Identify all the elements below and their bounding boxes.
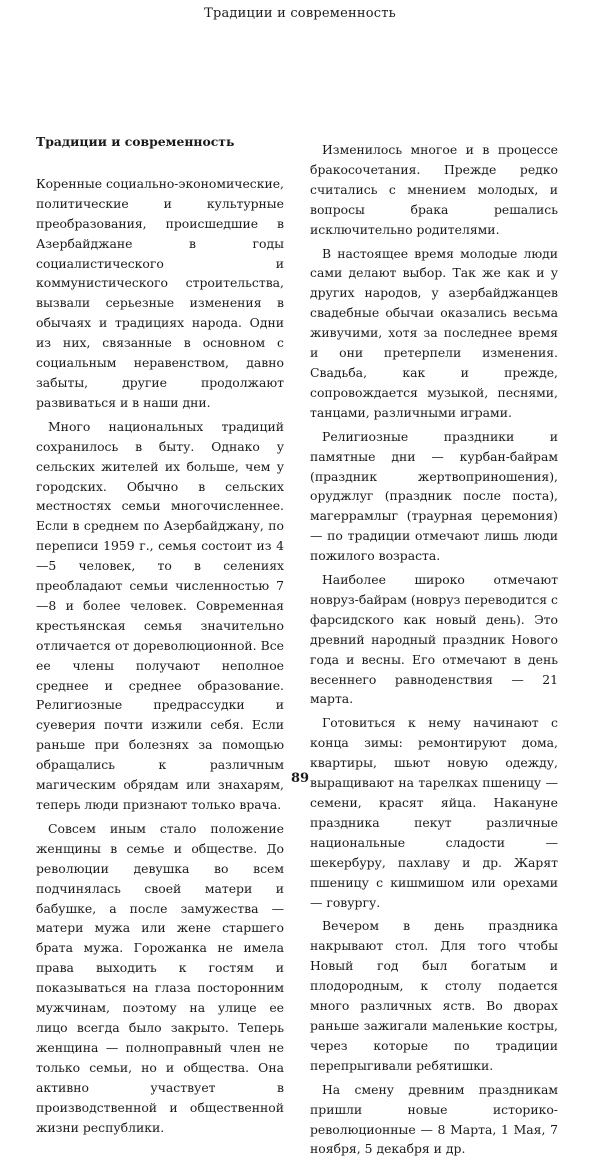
paragraph: Вечером в день праздника накрывают стол. Для того чтобы Новый год был богатым и плодородным, к столу подается много различных яств. Во дворах раньше зажигали маленькие костры, через которые по традиции перепрыгивали ребятишки. [310,918,558,1073]
paragraph: Изменилось многое и в процессе бракосочетания. Прежде редко считались с мнением молодых, и вопросы брака решались исключительно родителями. [310,142,558,237]
right-column [310,140,558,1163]
paragraph: Совсем иным стало положение женщины в семье и обществе. До революции девушка во всем подчинялась своей матери и бабушке, а после замужества — матери мужа или жене старшего брата мужа. Горожанка не имела права выходить к гостям и показываться на глаза посторонним мужчинам, поэтому на улице ее лицо всегда было закрыто. Теперь женщина — полноправный член не только семьи, но и общества. Она активно участвует в производственной и общественной жизни республики. [36,820,284,1135]
left-column [36,132,284,1141]
paragraph: Много национальных традиций сохранилось в быту. Однако у сельских жителей их больше, чем у городских. Обычно в сельских местностях семьи многочисленнее. Если в среднем по Азербайджану, по переписи 1959 г., семья состоит из 4—5 человек, то в селениях преобладают семьи численностью 7—8 и более человек. Современная крестьянская семья значительно отличается от дореволюционной. Все ее члены получают неполное среднее и среднее образование. Религиозные предрассудки и суеверия почти изжили себя. Если раньше при болезнях за помощью обращались к различным магическим обрядам или знахарям, теперь люди признают только врача. [36,418,284,812]
page-number: 89 [290,771,310,786]
paragraph: Религиозные праздники и памятные дни — курбан-байрам (праздник жертвоприношения), оруджлуг (праздник после поста), магеррамлыг (траурная церемония) — по традиции отмечают лишь люди пожилого возраста. [310,428,558,564]
paragraph: На смену древним праздникам пришли новые историко-революционные — 8 Марта, 1 Мая, 7 ноября, 5 декабря и др. [310,1081,558,1157]
paragraph: Наиболее широко отмечают новруз-байрам (новруз переводится с фарсидского как новый день). Это древний народный праздник Нового года и весны. Его отмечают в день весеннего равноденствия — 21 марта. [310,572,558,707]
section-title: Традиции и современность [36,134,235,149]
paragraph: В настоящее время молодые люди сами делают выбор. Так же как и у других народов, у азербайджанцев свадебные обычаи оказались весьма живучими, хотя за последнее время и они претерпели изменения. Свадьба, как и прежде, сопровождается музыкой, песнями, танцами, различными играми. [310,245,558,420]
paragraph: Готовиться к нему начинают с конца зимы: ремонтируют дома, квартиры, шьют новую одежду, выращивают на тарелках пшеницу — семени, красят яйца. Накануне праздника пекут различные национальные сладости — шекербуру, пахлаву и др. Жарят пшеницу с кишмишом или орехами — говургу. [310,715,558,910]
paragraph: Коренные социально-экономические, политические и культурные преобразования, происшедшие в Азербайджане в годы социалистического и коммунистического строительства, вызвали серьезные изменения в обычаях и традициях народа. Одни из них, связанные в основном с социальным неравенством, давно забыты, другие продолжают развиваться и в наши дни. [36,175,284,410]
running-head: Традиции и современность [204,6,396,21]
